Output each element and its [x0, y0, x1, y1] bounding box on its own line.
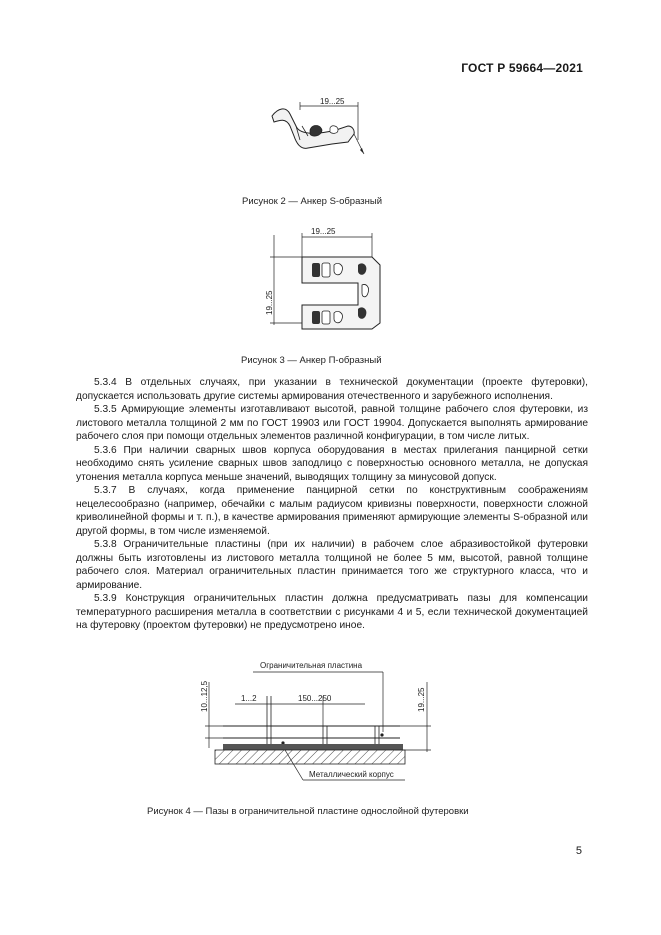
figure-4-drawing — [195, 652, 455, 802]
body-text — [76, 376, 588, 633]
figure-4-label-plate: Ограничительная пластина — [260, 661, 363, 670]
figure-3-drawing — [262, 225, 392, 335]
page-number: 5 — [575, 845, 582, 857]
figure-2-caption: Рисунок 2 — Анкер S-образный — [242, 196, 383, 207]
figure-3-dimension-height: 19...25 — [265, 290, 274, 315]
figure-2-drawing — [260, 92, 380, 172]
figure-4-label-body: Металлический корпус — [309, 770, 394, 779]
figure-4-caption: Рисунок 4 — Пазы в ограничительной пластине однослойной футеровки — [147, 806, 469, 817]
paragraph-5-3-8: 5.3.8 Ограничительные пластины (при их наличии) в рабочем слое абразивостойкой футеровки должны быть изготовлены из листового металла толщиной не более 5 мм, высотой, равной толщине рабочего слоя. Материал ограничительных пластин принимается того же структурного класса, что и армирование. — [76, 539, 588, 591]
paragraph-5-3-7: 5.3.7 В случаях, когда применение панцирной сетки по конструктивным соображениям нецелесообразно (например, обечайки с малым радиусом кривизны поверхности, поверхности сложной криволинейной формы и т. п.), в качестве армирования применяют армирующие элементы S-образной или другой формы, в том числе изменяемой. — [76, 485, 588, 537]
figure-3-dimension-width: 19...25 — [311, 227, 336, 236]
paragraph-5-3-9: 5.3.9 Конструкция ограничительных пластин должна предусматривать пазы для компенсации температурного расширения металла в соответствии с рисунками 4 и 5, если технической документацией на футеровку (проектом футеровки) не предусмотрено иное. — [76, 593, 588, 631]
paragraph-5-3-4: 5.3.4 В отдельных случаях, при указании в технической документации (проекте футеровки), допускается использовать другие системы армирования отечественного и зарубежного исполнения. — [76, 377, 588, 402]
figure-4-dimension-thickness: 10...12,5 — [200, 680, 209, 712]
figure-4-dimension-gap: 1...2 — [241, 694, 257, 703]
figure-4-dimension-height: 19...25 — [417, 687, 426, 712]
figure-2-dimension: 19...25 — [320, 97, 345, 106]
figure-3-caption: Рисунок 3 — Анкер П-образный — [241, 355, 382, 366]
page-header: ГОСТ Р 59664—2021 — [461, 61, 583, 75]
figure-4-dimension-spacing: 150...250 — [298, 694, 332, 703]
paragraph-5-3-5: 5.3.5 Армирующие элементы изготавливают высотой, равной толщине рабочего слоя футеровки, из листового металла толщиной 2 мм по ГОСТ 19903 или ГОСТ 19904. Допускается выполнять армирование рабочего слоя при помощи отдельных элементов различной конфигурации, в том числе литых. — [76, 404, 588, 442]
paragraph-5-3-6: 5.3.6 При наличии сварных швов корпуса оборудования в местах прилегания панцирной сетки необходимо снять усиление сварных швов заподлицо с поверхностью основного металла, не допуская утонения металла корпуса меньше значений, выводящих толщину за минусовой допуск. — [76, 444, 588, 483]
